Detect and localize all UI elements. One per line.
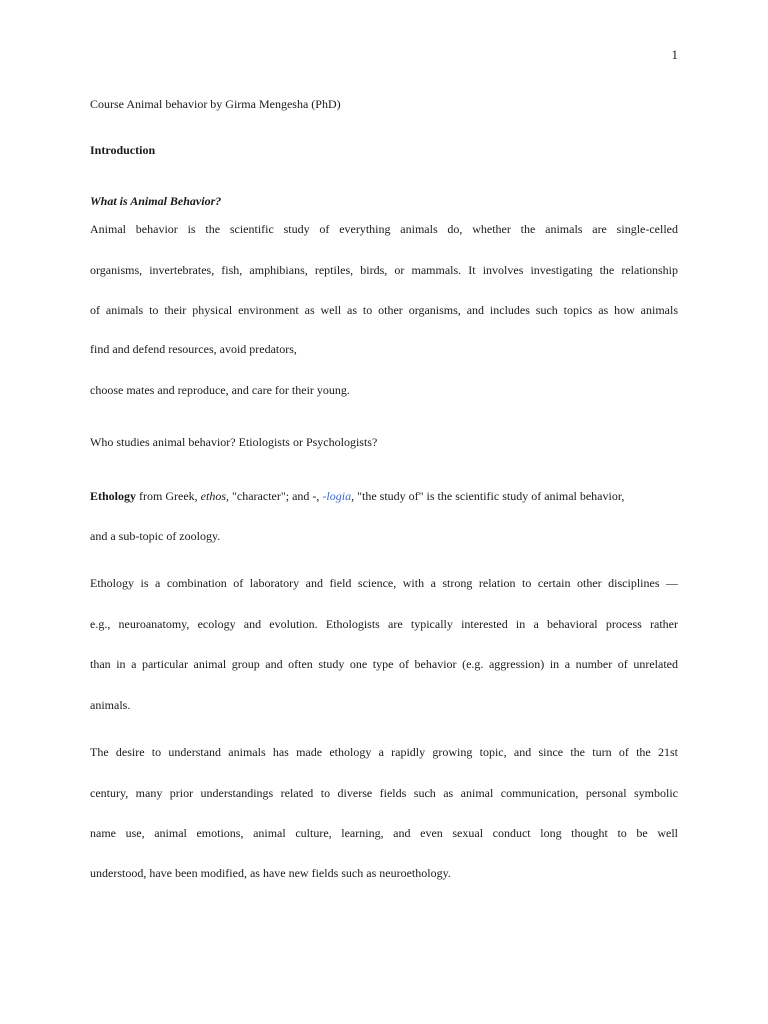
ethology-rest: , "the study of" is the scientific study of animal behavior, bbox=[351, 489, 625, 503]
para2-line-3: than in a particular animal group and often study one type of behavior (e.g. aggression) in a number of unrelated bbox=[90, 657, 678, 671]
logia-link[interactable]: -logia bbox=[322, 489, 352, 503]
para1-line-1: Animal behavior is the scientific study of everything animals do, whether the animals are single-celled bbox=[90, 222, 678, 236]
heading-introduction: Introduction bbox=[90, 143, 156, 157]
para2-line-1: Ethology is a combination of laboratory and field science, with a strong relation to certain other disciplines — bbox=[90, 576, 678, 590]
ethology-definition-line bbox=[90, 488, 678, 504]
question-line: Who studies animal behavior? Etiologists or Psychologists? bbox=[90, 435, 378, 449]
page-number: 1 bbox=[671, 47, 678, 62]
ethology-term: Ethology bbox=[90, 489, 137, 503]
para3-line-2: century, many prior understandings related to diverse fields such as animal communication, personal symbolic bbox=[90, 786, 678, 800]
para3-line-4: understood, have been modified, as have new fields such as neuroethology. bbox=[90, 866, 451, 880]
para3-line-1: The desire to understand animals has made ethology a rapidly growing topic, and since the turn of the 21st bbox=[90, 745, 678, 759]
para1-line-2: organisms, invertebrates, fish, amphibians, reptiles, birds, or mammals. It involves investigating the relationship bbox=[90, 263, 678, 277]
ethos-word: ethos bbox=[200, 489, 226, 503]
ethology-line-2: and a sub-topic of zoology. bbox=[90, 529, 221, 543]
ethology-from-greek: from Greek, bbox=[136, 489, 201, 503]
subheading-what-is-animal-behavior: What is Animal Behavior? bbox=[90, 194, 222, 208]
para1-line-5: choose mates and reproduce, and care for their young. bbox=[90, 383, 350, 397]
course-line: Course Animal behavior by Girma Mengesha (PhD) bbox=[90, 97, 341, 111]
para3-line-3: name use, animal emotions, animal culture, learning, and even sexual conduct long thought to be well bbox=[90, 826, 678, 840]
para1-line-4: find and defend resources, avoid predators, bbox=[90, 342, 297, 356]
ethology-character: , "character"; and -, bbox=[226, 489, 323, 503]
para1-line-3: of animals to their physical environment as well as to other organisms, and includes such topics as how animals bbox=[90, 303, 678, 317]
para2-line-4: animals. bbox=[90, 698, 131, 712]
para2-line-2: e.g., neuroanatomy, ecology and evolution. Ethologists are typically interested in a behavioral process rather bbox=[90, 617, 678, 631]
